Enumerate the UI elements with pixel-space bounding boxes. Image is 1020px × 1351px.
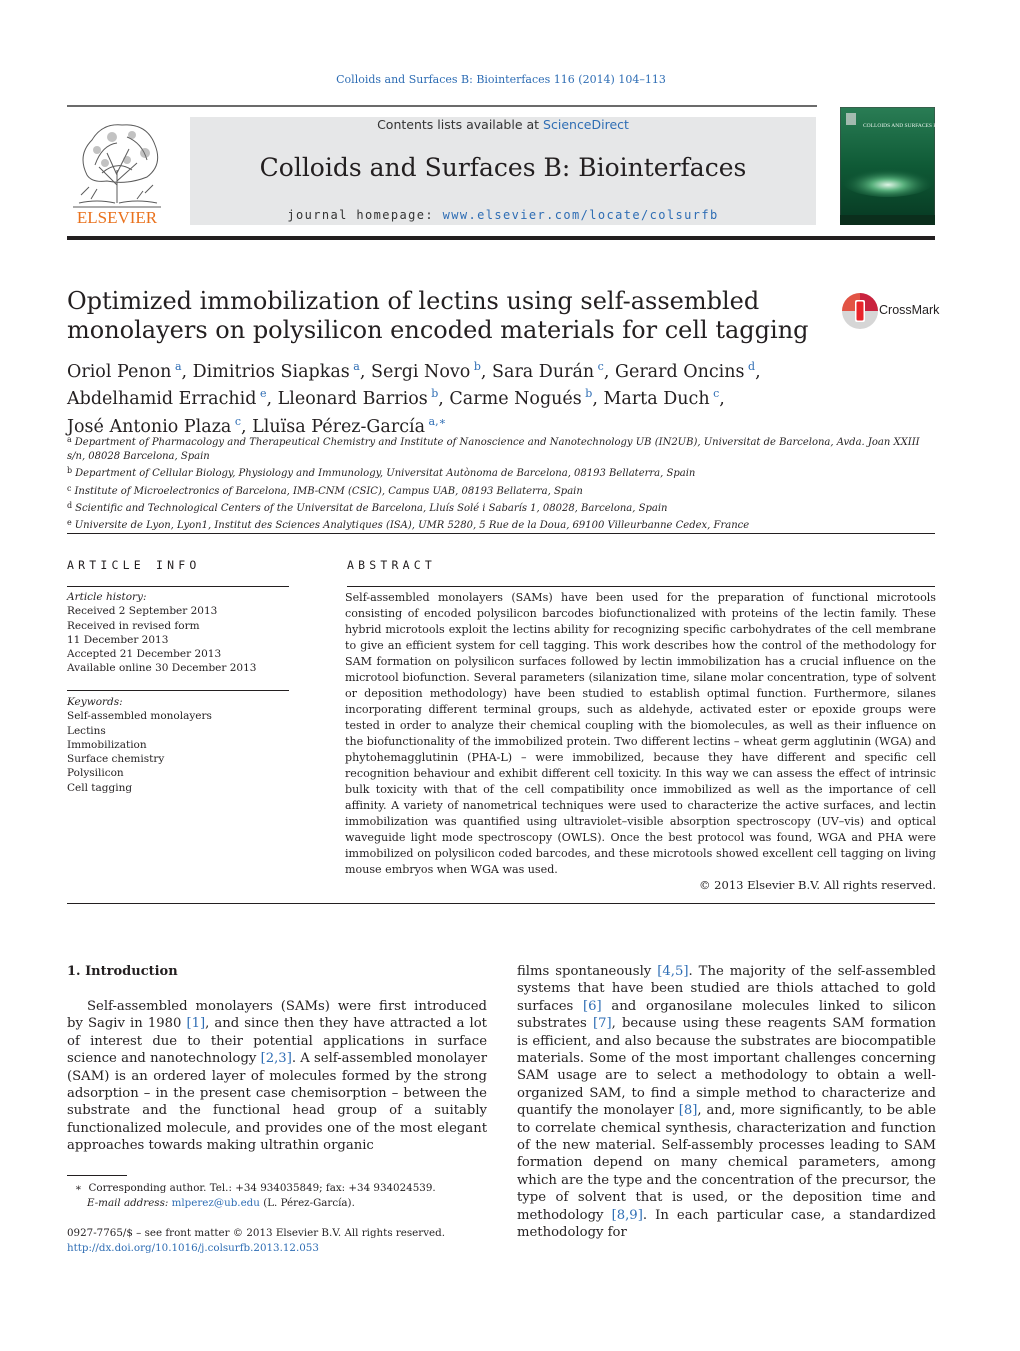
keyword-item: Lectins	[67, 724, 106, 737]
elsevier-wordmark: ELSEVIER	[76, 208, 158, 227]
email-suffix: (L. Pérez-García).	[263, 1197, 355, 1209]
affiliation-item	[67, 433, 935, 464]
author-name[interactable]: Marta Duch	[603, 389, 710, 410]
history-entry: Received 2 September 2013	[67, 605, 218, 618]
doi-link[interactable]: http://dx.doi.org/10.1016/j.colsurfb.2013.12.053	[67, 1242, 319, 1254]
body-text-run: , and since then they have attracted a lot of interest due to their potential applications in surface science and nanotechnology	[67, 1016, 487, 1067]
author-affiliation-marker[interactable]: c	[597, 360, 604, 373]
body-text-run: . The majority of the self-assembled systems that have been studied are thiols attached to gold surfaces	[517, 964, 936, 1014]
author-affiliation-marker[interactable]: b	[585, 387, 593, 401]
citation-link[interactable]: [1]	[186, 1016, 206, 1032]
author-affiliation-marker[interactable]: a	[353, 360, 360, 373]
author-separator: ,	[438, 389, 450, 410]
author-name[interactable]: José Antonio Plaza	[67, 416, 232, 437]
abstract-heading: ABSTRACT	[347, 558, 436, 572]
journal-citation[interactable]: Colloids and Surfaces B: Biointerfaces 116 (2014) 104–113	[336, 73, 666, 86]
affiliation-item	[67, 464, 935, 481]
author-name[interactable]: Carme Nogués	[449, 389, 582, 410]
affiliation-label: b	[67, 466, 73, 476]
author-list	[67, 356, 927, 438]
keyword-item: Immobilization	[67, 738, 147, 751]
body-text-run: Self-assembled monolayers (SAMs) were first introduced by Sagiv in 1980	[67, 999, 487, 1032]
elsevier-logo[interactable]	[67, 115, 167, 227]
author-name[interactable]: Lleonard Barrios	[277, 389, 428, 410]
sciencedirect-link[interactable]: ScienceDirect	[543, 117, 629, 132]
keyword-item: Cell tagging	[67, 781, 133, 794]
affiliation-text: Universite de Lyon, Lyon1, Institut des Sciences Analytiques (ISA), UMR 5280, 5 Rue de la Doua, 69100 Villeurbanne Cedex, France	[74, 520, 750, 532]
author-separator: ,	[181, 361, 193, 382]
history-label: Article history:	[67, 591, 147, 603]
homepage-link[interactable]: www.elsevier.com/locate/colsurfb	[442, 208, 719, 222]
affiliation-text: Institute of Microelectronics of Barcelona, IMB-CNM (CSIC), Campus UAB, 08193 Bellaterra, Spain	[74, 485, 583, 497]
author-affiliation-marker[interactable]: c	[234, 414, 242, 428]
journal-cover-thumbnail[interactable]	[840, 107, 935, 225]
citation-link[interactable]: [7]	[592, 1016, 612, 1032]
author-name[interactable]: Oriol Penon	[67, 361, 172, 382]
author-affiliation-marker[interactable]: b	[431, 387, 439, 401]
article-info-rule	[67, 586, 289, 587]
author-separator: ,	[480, 361, 493, 382]
footnote-marker: ∗	[75, 1182, 82, 1194]
homepage-prefix: journal homepage:	[287, 208, 443, 222]
body-text-run: . A self-assembled monolayer (SAM) is an ordered layer of molecules formed by the strong adsorption – in the present case chemisorption – between the substrate and the functional head group of a suitably functionalized molecule, and provides one of the most elegant approaches towards making ultrathin organic	[67, 1051, 487, 1154]
intro-paragraph-1	[67, 998, 487, 1155]
keywords-list	[67, 709, 289, 795]
section-divider	[67, 533, 935, 534]
body-text-run: , because using these reagents SAM formation is efficient, and also because the substrates are biocompatible materials. Some of the most important challenges concerning SAM usage are to select a methodology to obtain a well-organized SAM, to find a simple method to characterize and quantify the monolayer	[517, 1016, 937, 1119]
elsevier-tree-icon	[67, 115, 167, 227]
footnote-line-1	[67, 1181, 487, 1196]
keyword-item: Self-assembled monolayers	[67, 710, 212, 723]
author-separator: ,	[603, 361, 615, 382]
corresponding-author-footnote	[67, 1181, 487, 1211]
author-name[interactable]: Sara Durán	[492, 361, 595, 382]
author-affiliation-marker[interactable]: d	[748, 360, 756, 373]
abstract-copyright: © 2013 Elsevier B.V. All rights reserved.	[699, 878, 936, 892]
author-separator: ,	[592, 389, 604, 410]
affiliation-label: a	[67, 435, 72, 444]
author-affiliation-marker[interactable]: c	[713, 387, 720, 401]
author-separator: ,	[755, 361, 761, 382]
history-entry: Received in revised form	[67, 619, 200, 632]
author-separator: ,	[241, 416, 253, 437]
affiliation-item	[67, 516, 935, 533]
body-text-run: and organosilane molecules linked to silicon substrates	[517, 998, 936, 1032]
author-name[interactable]: Dimitrios Siapkas	[192, 361, 350, 382]
email-label: E-mail address:	[87, 1197, 169, 1209]
affiliation-item	[67, 499, 935, 516]
email-link[interactable]: mlperez@ub.edu	[171, 1197, 260, 1209]
history-entry: 11 December 2013	[67, 633, 169, 646]
issn-line: 0927-7765/$ – see front matter © 2013 Elsevier B.V. All rights reserved.	[67, 1227, 445, 1239]
header-top-rule	[67, 105, 817, 107]
keywords-rule	[67, 690, 289, 691]
author-separator: ,	[719, 389, 725, 410]
contents-prefix: Contents lists available at	[377, 117, 544, 132]
citation-link[interactable]: [8,9]	[611, 1207, 643, 1223]
contents-line	[190, 117, 816, 132]
keywords-label: Keywords:	[67, 696, 123, 708]
author-affiliation-marker[interactable]: b	[473, 360, 481, 373]
keywords-block	[67, 695, 289, 795]
abstract-bottom-rule	[67, 903, 935, 904]
affiliation-text: Department of Cellular Biology, Physiology and Immunology, Universitat Autònoma de Barcelona, 08193 Bellaterra, Spain	[75, 468, 696, 480]
article-info-heading: ARTICLE INFO	[67, 558, 201, 572]
header-thick-rule	[67, 236, 935, 240]
journal-title[interactable]: Colloids and Surfaces B: Biointerfaces	[259, 153, 747, 182]
intro-paragraph-1-continued	[517, 963, 936, 1242]
keyword-item: Surface chemistry	[67, 753, 165, 766]
author-affiliation-marker[interactable]: a	[174, 360, 182, 373]
introduction-heading: 1. Introduction	[67, 964, 178, 979]
citation-link[interactable]: [6]	[583, 998, 602, 1014]
affiliation-item	[67, 482, 935, 499]
article-title: Optimized immobilization of lectins using self-assembled monolayers on polysilicon encoded materials for cell tagging	[67, 287, 809, 344]
citation-link[interactable]: [2,3]	[260, 1051, 292, 1067]
author-name[interactable]: Sergi Novo	[370, 361, 471, 382]
author-name[interactable]: Abdelhamid Errachid	[67, 389, 257, 410]
footnote-line-2	[67, 1196, 487, 1211]
affiliation-text: Scientific and Technological Centers of the Universitat de Barcelona, Lluís Solé i Sabarís 1, 08028, Barcelona, Spain	[75, 502, 668, 514]
abstract-rule	[347, 586, 935, 587]
footnote-rule	[67, 1175, 127, 1176]
abstract-text: Self-assembled monolayers (SAMs) have been used for the preparation of functional microtools consisting of encoded polysilicon barcodes biofunctionalized with proteins of the lectin family. These hybrid microtools exploit the lectins ability for recognizing specific carbohydrates of the cell membrane to give an efficient system for cell tagging. This work describes how the control of the methodology for SAM formation on polysilicon surfaces followed by lectin immobilization has a crucial influence on the microtool biofunction. Several parameters (silanization time, silane molar concentration, type of solvent or deposition methodology) have been studied to establish optimal function. Furthermore, silanes incorporating different terminal groups, such as aldehyde, activated ester or epoxide groups were tested in order to analyze their chemical coupling with the biomolecules, as well as their influence on the biofunctionality of the immobilized protein. Two different lectins – wheat germ agglutinin (WGA) and phytohemagglutinin (PHA-L) – were immobilized, because they have different and specific cell recognition behaviour and exhibit different cell toxicity. In this way we can assess the effect of intrinsic bulk toxicity with that of the cell compatibility once immobilized as well as the importance of cell affinity. A variety of nanometrical techniques were used to characterize the active surfaces, and lectin immobilization was quantified using ultraviolet–visible absorption spectroscopy (UV–vis) and optical waveguide light mode spectroscopy (OWLS). Once the best protocol was found, WGA and PHA were immobilized on polysilicon coded barcodes, and these microtools showed excellent cell tagging on living mouse embryos when WGA was used.	[345, 591, 936, 876]
affiliation-label: e	[67, 518, 72, 528]
affiliation-list	[67, 433, 935, 533]
keyword-item: Polysilicon	[67, 767, 124, 780]
affiliation-label: c	[67, 483, 72, 493]
body-text-run: . In each particular case, a standardized methodology for	[517, 1207, 936, 1241]
body-text-run: , and, more significantly, to be able to correlate chemical synthesis, characterization and function of the new material. Self-assembly processes leading to SAM formation depend on many chemical parameters, among which are the type and the concentration of the precursor, the type of solvent that is used, or the deposition time and methodology	[517, 1103, 937, 1223]
journal-cover-image	[840, 107, 935, 225]
cover-title: COLLOIDS AND SURFACES B	[862, 123, 935, 129]
journal-homepage-line	[190, 208, 816, 222]
crossmark-label[interactable]: CrossMark	[879, 303, 940, 317]
history-entry: Accepted 21 December 2013	[67, 648, 222, 661]
affiliation-text: Department of Pharmacology and Therapeutical Chemistry and Institute of Nanoscience and Nanotechnology UB (IN2UB), Universitat de Barcelona, Avda. Joan XXIII s/n, 08028 Barcelona, Spain	[67, 437, 920, 463]
author-name[interactable]: Lluïsa Pérez-García	[252, 416, 426, 437]
crossmark-icon	[840, 290, 880, 332]
author-separator: ,	[359, 361, 371, 382]
body-column-right	[517, 963, 936, 1242]
affiliation-label: d	[67, 500, 73, 510]
author-separator: ,	[266, 389, 278, 410]
footnote-corresponding: Corresponding author. Tel.: +34 934035849; fax: +34 934024539.	[88, 1182, 436, 1194]
citation-link[interactable]: [4,5]	[657, 964, 689, 979]
author-affiliation-marker[interactable]: e	[259, 387, 267, 401]
author-affiliation-marker[interactable]: a,∗	[428, 414, 447, 428]
body-text-run: films spontaneously	[517, 964, 658, 979]
author-name[interactable]: Gerard Oncins	[614, 361, 745, 382]
body-column-left	[67, 998, 487, 1155]
history-list	[67, 604, 289, 675]
history-entry: Available online 30 December 2013	[67, 662, 257, 675]
issn-block	[67, 1226, 487, 1256]
citation-link[interactable]: [8]	[678, 1103, 698, 1119]
article-history	[67, 590, 289, 676]
